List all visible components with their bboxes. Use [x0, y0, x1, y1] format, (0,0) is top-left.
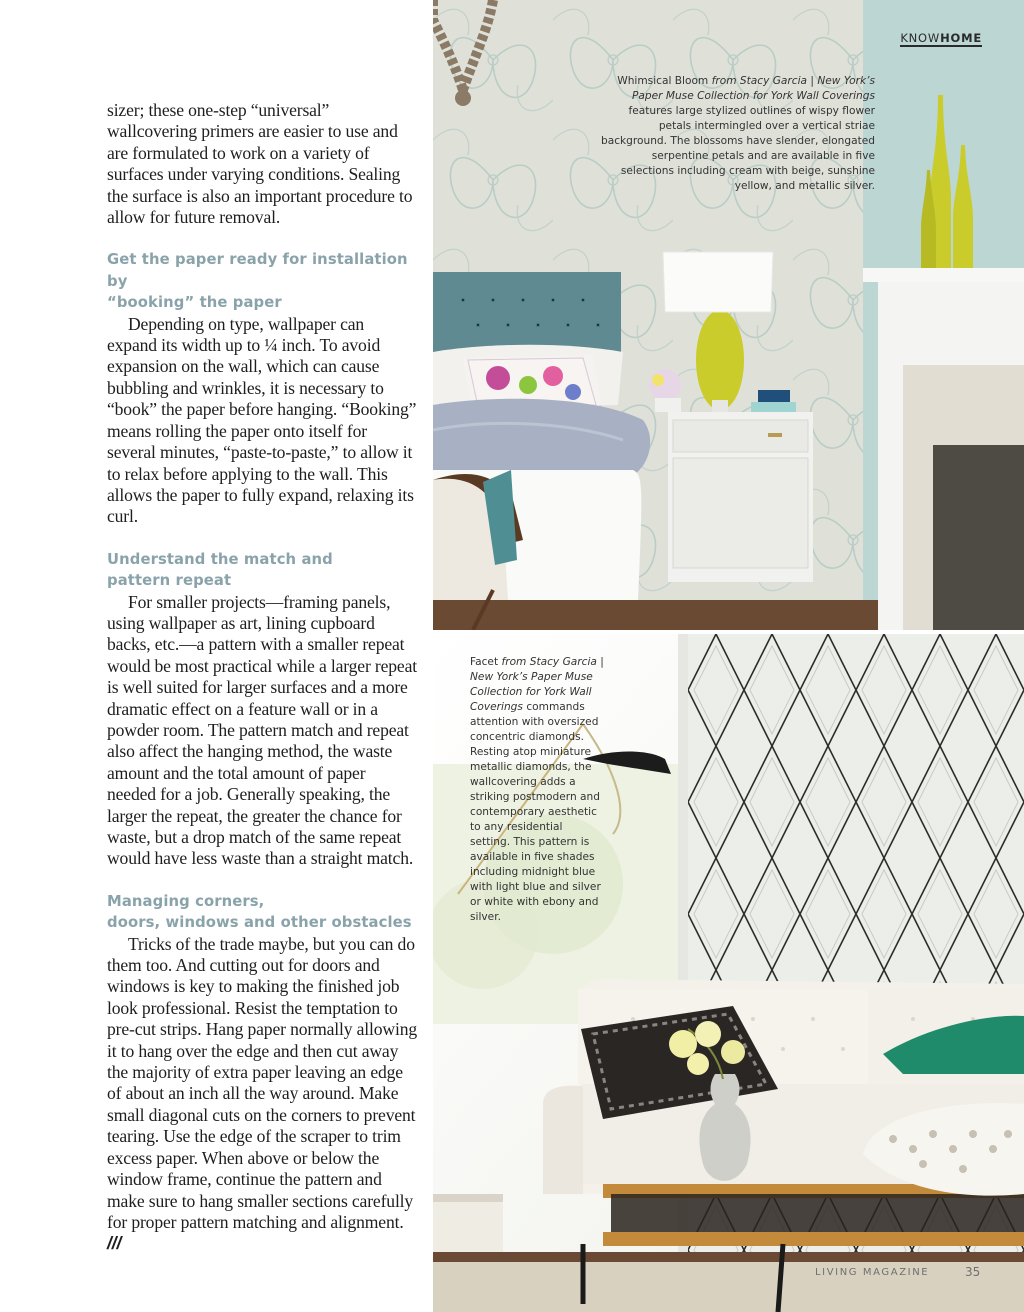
caption-facet-name: Facet: [470, 656, 499, 668]
section-label: [900, 32, 982, 47]
paragraph-pattern-repeat: For smaller projects—framing panels, using wallpaper as art, lining cupboard backs, etc.—a pattern with a smaller repeat would be most practical while a larger repeat is well suited for larger surfaces and a more dramatic effect on a feature wall or in a powder room. The pattern match and repeat also affect the hanging method, the waste amount and the total amount of paper needed for a job. Generally speaking, the larger the repeat, the greater the chance for waste, but a drop match of the same repeat would have less waste than a straight match.: [107, 591, 417, 869]
heading-pattern-line1: Understand the match and: [107, 550, 333, 568]
article-column: [107, 100, 417, 1255]
page-number: 35: [965, 1265, 981, 1279]
heading-pattern-line2: pattern repeat: [107, 572, 232, 590]
footer-magazine-name: LIVING MAGAZINE: [815, 1267, 930, 1278]
caption-bloom-source: from Stacy Garcia | New York’s Paper Muse Collection for York Wall Coverings: [631, 75, 875, 102]
caption-bloom-text: features large stylized outlines of wispy flower petals intermingled over a vertical striae background. The blossoms have slender, elongated serpentine petals and are available in five selections including cream with beige, sunshine yellow, and metallic silver.: [601, 105, 875, 192]
caption-facet-source: from Stacy Garcia | New York’s Paper Muse Collection for York Wall Coverings: [470, 656, 604, 713]
section-label-suffix: HOME: [940, 31, 982, 45]
paragraph-primer: sizer; these one-step “universal” wallcovering primers are easier to use and are formulated to work on a variety of surfaces under varying conditions. Sealing the surface is also an important procedure to allow for future removal.: [107, 100, 413, 228]
end-mark: ///: [107, 1233, 122, 1254]
section-label-prefix: KNOW: [900, 31, 941, 45]
heading-corners: [107, 891, 417, 934]
heading-pattern-repeat: [107, 549, 417, 592]
heading-booking-line1: Get the paper ready for installation by: [107, 251, 408, 290]
caption-bloom-name: Whimsical Bloom: [617, 75, 709, 87]
heading-corners-line2: doors, windows and other obstacles: [107, 914, 412, 932]
heading-booking-line2: “booking” the paper: [107, 294, 282, 312]
caption-facet: [470, 655, 605, 925]
paragraph-corners-text: Tricks of the trade maybe, but you can do them too. And cutting out for doors and windows is key to making the finished job look professional. Resist the temptation to pre-cut strips. Hang paper normally allowing it to hang over the edge and then cut away the majority of extra paper leaving an edge of about an inch all the way around. Make small diagonal cuts on the corners to prevent tearing. Use the edge of the scraper to trim excess paper. When above or below the window frame, continue the pattern and make sure to hang smaller sections carefully for proper pattern matching and alignment.: [107, 933, 418, 1232]
paragraph-corners: [107, 934, 417, 1255]
caption-facet-text: commands attention with oversized concentric diamonds. Resting atop miniature metallic diamonds, the wallcovering adds a striking postmodern and contemporary aesthetic to any residential setting. This pattern is available in five shades including midnight blue with light blue and silver or white with ebony and silver.: [470, 701, 601, 923]
caption-whimsical-bloom: [600, 74, 875, 194]
heading-corners-line1: Managing corners,: [107, 892, 265, 910]
paragraph-booking: Depending on type, wallpaper can expand its width up to ¼ inch. To avoid expansion on the wall, which can cause bubbling and wrinkles, it is necessary to “book” the paper before hanging. “Booking” means rolling the paper onto itself for several minutes, “paste-to-paste,” to allow it to relax before applying to the wall. This allows the paper to fully expand, relaxing its curl.: [107, 313, 417, 527]
heading-booking: [107, 249, 417, 313]
